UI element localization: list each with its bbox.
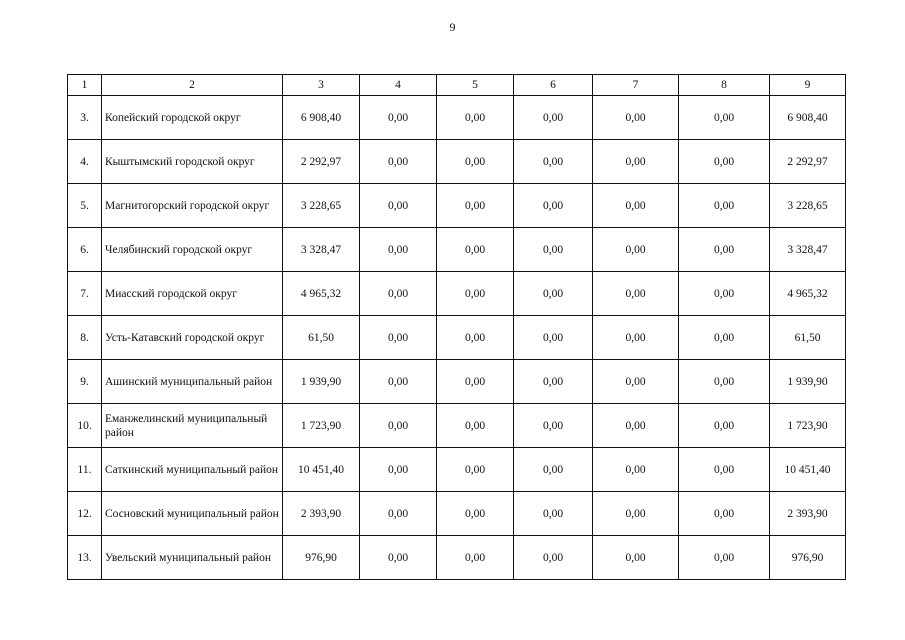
header-row <box>68 75 846 96</box>
value-cell: 0,00 <box>514 184 593 228</box>
municipality-name-cell: Миасский городской округ <box>102 272 283 316</box>
value-cell: 3 328,47 <box>283 228 360 272</box>
value-cell: 0,00 <box>360 228 437 272</box>
value-cell: 0,00 <box>437 404 514 448</box>
value-cell: 0,00 <box>437 492 514 536</box>
value-cell: 0,00 <box>514 404 593 448</box>
table-row <box>68 272 846 316</box>
value-cell: 2 292,97 <box>283 140 360 184</box>
value-cell: 0,00 <box>360 360 437 404</box>
value-cell: 0,00 <box>437 448 514 492</box>
value-cell: 0,00 <box>593 492 679 536</box>
row-number-cell: 3. <box>68 96 102 140</box>
header-cell: 5 <box>437 75 514 96</box>
value-cell: 2 292,97 <box>770 140 846 184</box>
value-cell: 0,00 <box>437 272 514 316</box>
value-cell: 0,00 <box>437 360 514 404</box>
municipality-name-cell: Увельский муниципальный район <box>102 536 283 580</box>
table-row <box>68 316 846 360</box>
value-cell: 0,00 <box>679 228 770 272</box>
municipality-name-cell: Кыштымский городской округ <box>102 140 283 184</box>
municipality-name-cell: Саткинский муниципальный район <box>102 448 283 492</box>
value-cell: 0,00 <box>360 184 437 228</box>
municipality-name-cell: Магнитогорский городской округ <box>102 184 283 228</box>
value-cell: 1 723,90 <box>283 404 360 448</box>
value-cell: 2 393,90 <box>283 492 360 536</box>
value-cell: 6 908,40 <box>770 96 846 140</box>
value-cell: 1 723,90 <box>770 404 846 448</box>
table-row <box>68 228 846 272</box>
value-cell: 3 328,47 <box>770 228 846 272</box>
value-cell: 61,50 <box>283 316 360 360</box>
value-cell: 0,00 <box>437 96 514 140</box>
row-number-cell: 9. <box>68 360 102 404</box>
value-cell: 10 451,40 <box>283 448 360 492</box>
value-cell: 1 939,90 <box>283 360 360 404</box>
municipality-name-cell: Усть-Катавский городской округ <box>102 316 283 360</box>
value-cell: 0,00 <box>593 536 679 580</box>
value-cell: 0,00 <box>679 140 770 184</box>
value-cell: 6 908,40 <box>283 96 360 140</box>
table-row <box>68 492 846 536</box>
table-row <box>68 360 846 404</box>
table-row <box>68 96 846 140</box>
value-cell: 0,00 <box>679 96 770 140</box>
row-number-cell: 5. <box>68 184 102 228</box>
header-cell: 3 <box>283 75 360 96</box>
value-cell: 0,00 <box>593 316 679 360</box>
value-cell: 0,00 <box>360 404 437 448</box>
value-cell: 3 228,65 <box>770 184 846 228</box>
value-cell: 0,00 <box>360 316 437 360</box>
value-cell: 0,00 <box>360 96 437 140</box>
value-cell: 0,00 <box>593 360 679 404</box>
municipality-name-cell: Копейский городской округ <box>102 96 283 140</box>
value-cell: 61,50 <box>770 316 846 360</box>
header-cell: 6 <box>514 75 593 96</box>
table-row <box>68 404 846 448</box>
value-cell: 0,00 <box>679 492 770 536</box>
value-cell: 0,00 <box>593 448 679 492</box>
header-cell: 8 <box>679 75 770 96</box>
value-cell: 0,00 <box>514 536 593 580</box>
value-cell: 0,00 <box>514 448 593 492</box>
data-table <box>67 74 846 580</box>
value-cell: 0,00 <box>360 140 437 184</box>
header-cell: 4 <box>360 75 437 96</box>
value-cell: 0,00 <box>360 536 437 580</box>
value-cell: 0,00 <box>679 448 770 492</box>
value-cell: 0,00 <box>593 272 679 316</box>
row-number-cell: 8. <box>68 316 102 360</box>
value-cell: 0,00 <box>514 140 593 184</box>
value-cell: 0,00 <box>514 316 593 360</box>
value-cell: 0,00 <box>679 404 770 448</box>
municipality-name-cell: Еманжелинский муниципальный район <box>102 404 283 448</box>
page-number: 9 <box>449 20 456 34</box>
table-row <box>68 140 846 184</box>
row-number-cell: 12. <box>68 492 102 536</box>
header-cell: 9 <box>770 75 846 96</box>
table-row <box>68 448 846 492</box>
municipality-name-cell: Сосновский муниципальный район <box>102 492 283 536</box>
value-cell: 0,00 <box>514 360 593 404</box>
value-cell: 0,00 <box>593 184 679 228</box>
value-cell: 4 965,32 <box>283 272 360 316</box>
value-cell: 0,00 <box>514 228 593 272</box>
row-number-cell: 13. <box>68 536 102 580</box>
row-number-cell: 11. <box>68 448 102 492</box>
value-cell: 2 393,90 <box>770 492 846 536</box>
value-cell: 0,00 <box>437 140 514 184</box>
value-cell: 976,90 <box>770 536 846 580</box>
header-cell: 2 <box>102 75 283 96</box>
value-cell: 976,90 <box>283 536 360 580</box>
value-cell: 0,00 <box>679 316 770 360</box>
value-cell: 0,00 <box>437 536 514 580</box>
value-cell: 0,00 <box>437 316 514 360</box>
municipality-name-cell: Ашинский муниципальный район <box>102 360 283 404</box>
municipality-name-cell: Челябинский городской округ <box>102 228 283 272</box>
value-cell: 0,00 <box>437 184 514 228</box>
value-cell: 0,00 <box>679 272 770 316</box>
value-cell: 0,00 <box>360 448 437 492</box>
value-cell: 0,00 <box>437 228 514 272</box>
value-cell: 3 228,65 <box>283 184 360 228</box>
value-cell: 0,00 <box>514 96 593 140</box>
value-cell: 0,00 <box>514 272 593 316</box>
row-number-cell: 10. <box>68 404 102 448</box>
value-cell: 4 965,32 <box>770 272 846 316</box>
value-cell: 10 451,40 <box>770 448 846 492</box>
row-number-cell: 6. <box>68 228 102 272</box>
value-cell: 0,00 <box>679 536 770 580</box>
value-cell: 0,00 <box>593 404 679 448</box>
value-cell: 0,00 <box>593 140 679 184</box>
value-cell: 0,00 <box>360 492 437 536</box>
header-cell: 7 <box>593 75 679 96</box>
value-cell: 0,00 <box>593 96 679 140</box>
value-cell: 0,00 <box>360 272 437 316</box>
value-cell: 0,00 <box>679 184 770 228</box>
value-cell: 0,00 <box>679 360 770 404</box>
header-cell: 1 <box>68 75 102 96</box>
value-cell: 0,00 <box>514 492 593 536</box>
table-row <box>68 536 846 580</box>
row-number-cell: 7. <box>68 272 102 316</box>
table-row <box>68 184 846 228</box>
value-cell: 0,00 <box>593 228 679 272</box>
row-number-cell: 4. <box>68 140 102 184</box>
value-cell: 1 939,90 <box>770 360 846 404</box>
